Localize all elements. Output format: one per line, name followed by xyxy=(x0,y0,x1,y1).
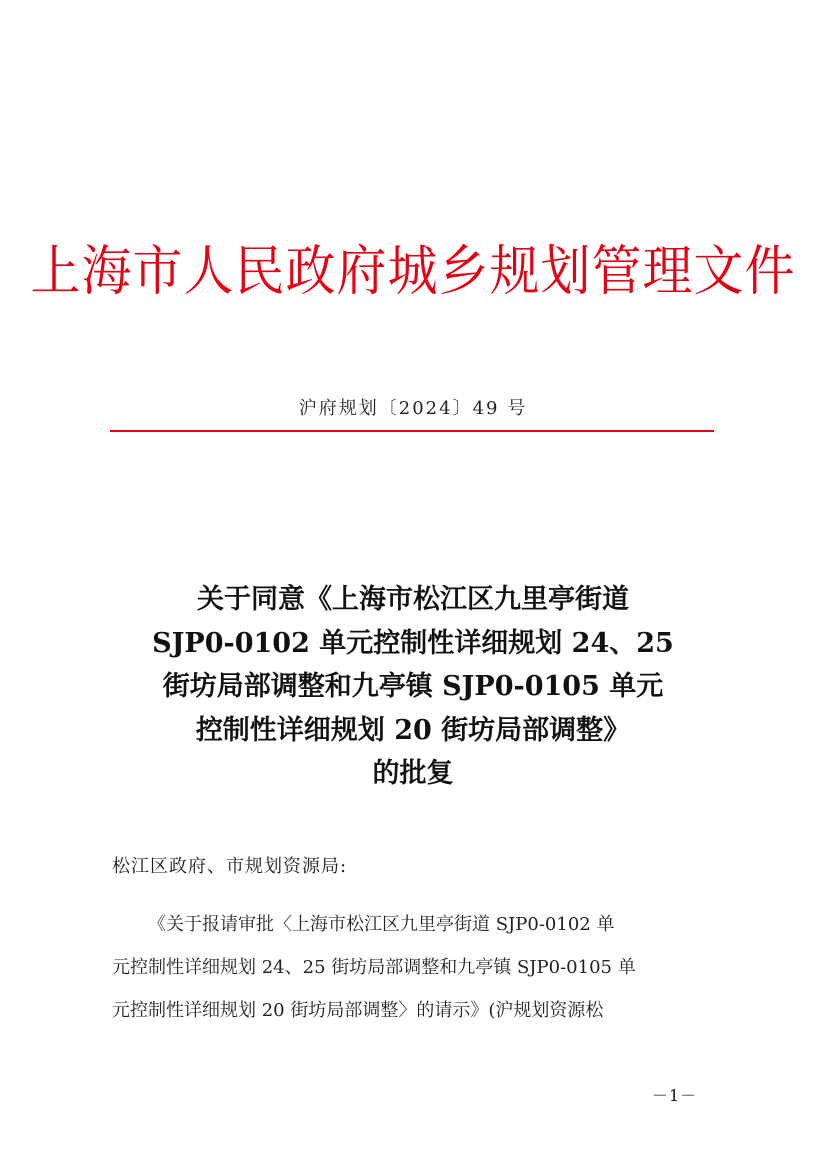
document-title xyxy=(110,578,716,796)
body-line: 元控制性详细规划 20 街坊局部调整〉的请示》(沪规划资源松 xyxy=(112,1000,604,1021)
red-divider-line xyxy=(110,430,714,432)
document-header-title: 上海市人民政府城乡规划管理文件 xyxy=(30,239,796,303)
document-number: 沪府规划〔2024〕49 号 xyxy=(298,398,528,419)
body-line: 元控制性详细规划 24、25 街坊局部调整和九亭镇 SJP0-0105 单 xyxy=(112,957,636,978)
body-line: 《关于报请审批〈上海市松江区九里亭街道 SJP0-0102 单 xyxy=(148,914,615,935)
document-title-line: SJP0-0102 单元控制性详细规划 24、25 xyxy=(152,627,674,659)
document-title-line: 控制性详细规划 20 街坊局部调整》 xyxy=(195,714,631,746)
body-paragraph xyxy=(112,903,716,1032)
document-title-line: 街坊局部调整和九亭镇 SJP0-0105 单元 xyxy=(162,671,664,702)
recipient-line: 松江区政府、市规划资源局: xyxy=(112,856,348,877)
document-title-line: 关于同意《上海市松江区九里亭街道 xyxy=(197,584,629,615)
document-title-line: 的批复 xyxy=(372,758,454,789)
page-number: －1－ xyxy=(652,1086,698,1105)
